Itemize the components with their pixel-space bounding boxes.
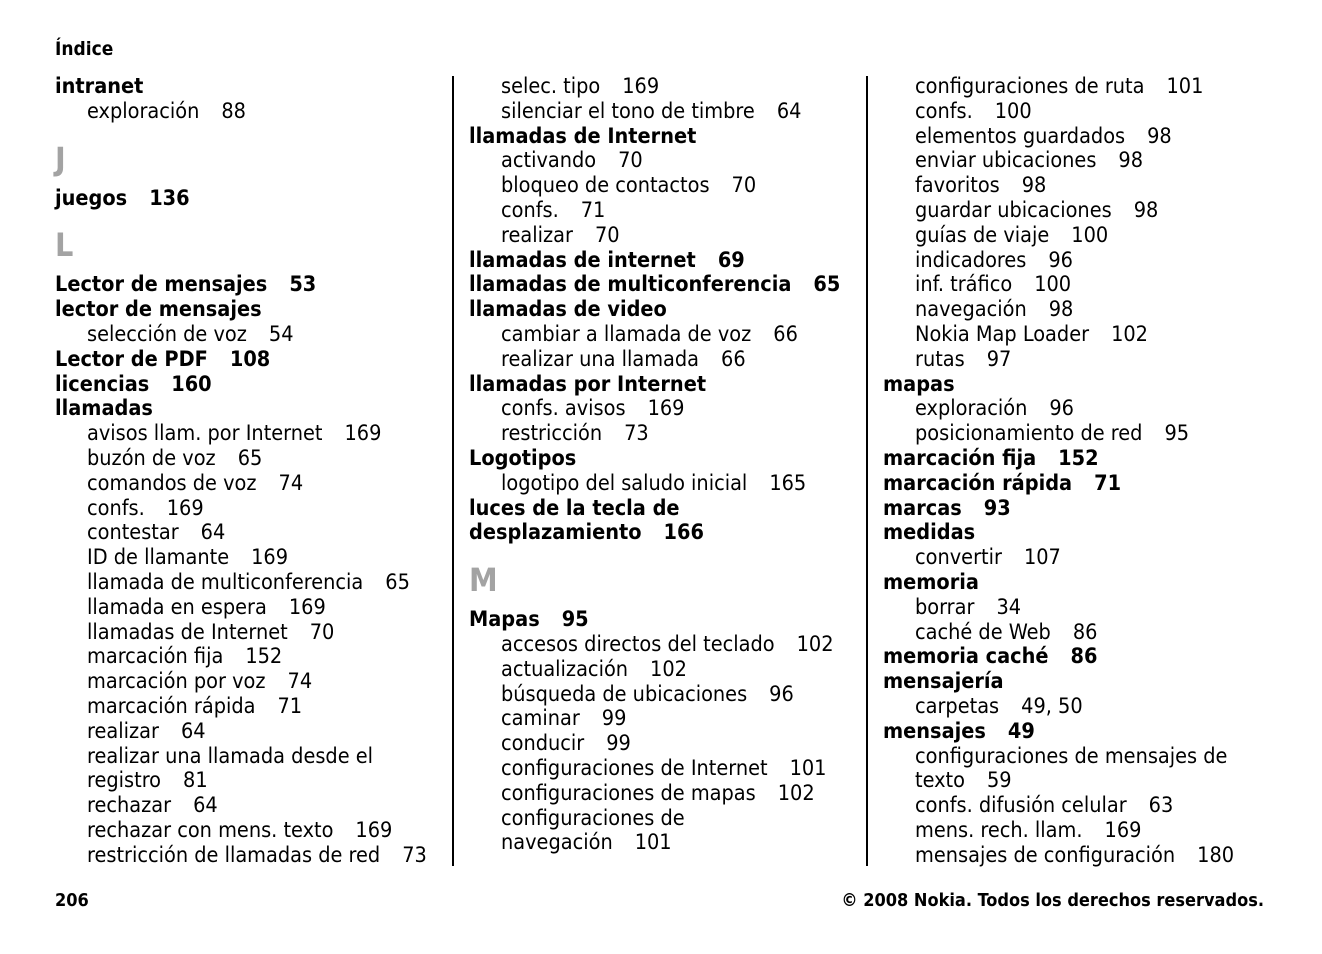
entry-term: borrar <box>915 594 975 620</box>
index-entry <box>55 373 445 398</box>
index-subentry <box>469 683 859 708</box>
index-subentry <box>883 249 1273 274</box>
index-entry <box>55 187 445 212</box>
page-reference: 65 <box>813 272 841 298</box>
index-subentry <box>55 844 445 869</box>
index-subentry <box>55 571 445 596</box>
page-reference: 69 <box>717 247 745 273</box>
page-reference: 70 <box>731 173 757 199</box>
entry-term: guías de viaje <box>915 222 1050 248</box>
entry-term: realizar <box>501 222 573 248</box>
entry-term: mens. rech. llam. <box>915 817 1083 843</box>
index-subentry <box>469 782 859 807</box>
entry-term: exploración <box>87 98 200 124</box>
entry-term: llamadas de Internet <box>87 619 288 645</box>
page-reference: 98 <box>1133 197 1159 223</box>
index-subentry <box>469 149 859 174</box>
entry-term: silenciar el tono de timbre <box>501 98 755 124</box>
column-divider <box>452 76 454 866</box>
entry-term: registro <box>87 768 162 794</box>
entry-term: realizar una llamada desde el <box>87 743 374 769</box>
page-reference: 74 <box>278 470 304 496</box>
index-entry <box>55 273 445 298</box>
index-subentry <box>469 397 859 422</box>
entry-term: configuraciones de ruta <box>915 74 1145 99</box>
entry-term: marcación fija <box>883 445 1037 471</box>
index-subentry <box>469 807 859 832</box>
page-reference: 63 <box>1148 793 1174 819</box>
entry-term: confs. difusión celular <box>915 793 1127 819</box>
page-reference: 66 <box>721 346 746 372</box>
page-reference: 70 <box>309 619 335 645</box>
index-subentry <box>55 447 445 472</box>
index-subentry <box>883 75 1273 100</box>
index-subentry <box>883 769 1273 794</box>
page-reference: 59 <box>986 768 1012 794</box>
page-number: 206 <box>55 890 89 911</box>
entry-term: realizar <box>87 718 159 744</box>
page-reference: 70 <box>618 148 643 174</box>
index-subentry <box>55 819 445 844</box>
entry-term: llamada de multiconferencia <box>87 569 364 595</box>
index-entry <box>883 521 1273 546</box>
entry-term: marcación por voz <box>87 669 266 695</box>
entry-term: desplazamiento <box>469 520 642 546</box>
entry-term: configuraciones de mensajes de <box>915 743 1228 769</box>
index-subentry <box>883 199 1273 224</box>
index-subentry <box>55 670 445 695</box>
column-divider <box>866 76 868 866</box>
index-entry <box>883 447 1273 472</box>
index-entry <box>883 645 1273 670</box>
index-subentry <box>55 323 445 348</box>
index-subentry <box>883 224 1273 249</box>
index-subentry <box>883 621 1273 646</box>
index-column-2 <box>469 75 859 856</box>
entry-term: caminar <box>501 706 580 732</box>
page-reference: 66 <box>773 321 798 347</box>
page-reference: 95 <box>1164 421 1190 447</box>
entry-term: comandos de voz <box>87 470 257 496</box>
index-subentry <box>883 844 1273 869</box>
index-subentry <box>469 732 859 757</box>
entry-term: marcas <box>883 495 962 521</box>
page-reference: 102 <box>796 631 834 657</box>
entry-term: memoria caché <box>883 644 1049 670</box>
index-entry <box>55 348 445 373</box>
entry-term: Mapas <box>469 607 540 633</box>
page-reference: 71 <box>580 197 606 223</box>
entry-term: rutas <box>915 346 965 372</box>
entry-term: Lector de mensajes <box>55 272 268 298</box>
page-reference: 64 <box>200 520 226 546</box>
entry-term: selec. tipo <box>501 74 601 99</box>
entry-term: caché de Web <box>915 619 1051 645</box>
page-reference: 169 <box>647 396 685 422</box>
entry-term: mensajería <box>883 669 1004 695</box>
entry-term: llamada en espera <box>87 594 267 620</box>
entry-term: selección de voz <box>87 321 247 347</box>
page-reference: 101 <box>789 755 827 781</box>
section-letter: M <box>469 561 498 600</box>
page-reference: 65 <box>237 445 263 471</box>
entry-term: avisos llam. por Internet <box>87 421 323 447</box>
entry-term: llamadas de internet <box>469 247 696 273</box>
entry-term: llamadas <box>55 396 153 422</box>
page-reference: 34 <box>996 594 1022 620</box>
index-entry <box>55 298 445 323</box>
page-reference: 169 <box>251 545 289 571</box>
page-reference: 70 <box>594 222 620 248</box>
entry-term: restricción <box>501 421 603 447</box>
index-column-3 <box>883 75 1273 869</box>
index-subentry <box>55 596 445 621</box>
page-reference: 73 <box>402 842 427 868</box>
entry-term: confs. avisos <box>501 396 626 422</box>
index-subentry <box>883 745 1273 770</box>
entry-term: configuraciones de <box>501 805 685 831</box>
index-subentry <box>55 794 445 819</box>
entry-term: rechazar <box>87 793 172 819</box>
page-reference: 64 <box>193 793 218 819</box>
entry-term: mensajes <box>883 718 986 744</box>
index-entry <box>883 472 1273 497</box>
page-reference: 101 <box>634 830 672 856</box>
index-entry <box>469 373 859 398</box>
index-subentry <box>55 720 445 745</box>
entry-term: realizar una llamada <box>501 346 700 372</box>
entry-term: inf. tráfico <box>915 272 1013 298</box>
entry-term: licencias <box>55 371 150 397</box>
entry-term: memoria <box>883 569 979 595</box>
index-entry <box>883 670 1273 695</box>
page-reference: 49, 50 <box>1021 693 1083 719</box>
entry-term: accesos directos del teclado <box>501 631 775 657</box>
page-reference: 73 <box>624 421 649 447</box>
page-reference: 100 <box>1071 222 1109 248</box>
index-subentry <box>469 831 859 856</box>
index-entry <box>469 447 859 472</box>
page-reference: 64 <box>180 718 206 744</box>
index-entry <box>469 608 859 633</box>
page-reference: 64 <box>776 98 802 124</box>
page-reference: 102 <box>650 656 687 682</box>
index-subentry <box>55 769 445 794</box>
entry-term: logotipo del saludo inicial <box>501 470 748 496</box>
entry-term: Nokia Map Loader <box>915 321 1090 347</box>
entry-term: marcación fija <box>87 644 224 670</box>
index-entry <box>469 273 859 298</box>
entry-term: marcación rápida <box>87 693 256 719</box>
index-subentry <box>55 497 445 522</box>
index-entry <box>883 373 1273 398</box>
index-subentry <box>55 546 445 571</box>
page-reference: 166 <box>663 520 704 546</box>
page-reference: 169 <box>622 74 660 99</box>
entry-term: luces de la tecla de <box>469 495 680 521</box>
entry-term: carpetas <box>915 693 1000 719</box>
index-subentry <box>55 745 445 770</box>
entry-term: mapas <box>883 371 955 397</box>
index-subentry <box>883 348 1273 373</box>
page-reference: 98 <box>1118 148 1144 174</box>
index-subentry <box>55 100 445 125</box>
page-reference: 86 <box>1070 644 1098 670</box>
index-subentry <box>883 546 1273 571</box>
page-reference: 101 <box>1166 74 1204 99</box>
entry-term: posicionamiento de red <box>915 421 1143 447</box>
entry-term: marcación rápida <box>883 470 1073 496</box>
page-reference: 98 <box>1021 173 1047 199</box>
entry-term: Lector de PDF <box>55 346 208 372</box>
page-reference: 169 <box>344 421 382 447</box>
page-reference: 86 <box>1072 619 1098 645</box>
index-column-1 <box>55 75 445 869</box>
index-entry <box>469 249 859 274</box>
entry-term: buzón de voz <box>87 445 216 471</box>
entry-term: indicadores <box>915 247 1027 273</box>
index-subentry <box>469 348 859 373</box>
page-reference: 65 <box>385 569 410 595</box>
index-subentry <box>883 397 1273 422</box>
index-entry <box>55 75 445 100</box>
entry-term: llamadas de multiconferencia <box>469 272 792 298</box>
page-reference: 100 <box>994 98 1032 124</box>
entry-term: ID de llamante <box>87 545 230 571</box>
entry-term: navegación <box>915 297 1027 323</box>
entry-term: navegación <box>501 830 613 856</box>
index-subentry <box>469 658 859 683</box>
index-entry <box>883 571 1273 596</box>
entry-term: llamadas por Internet <box>469 371 707 397</box>
page-reference: 169 <box>1104 817 1142 843</box>
entry-term: exploración <box>915 396 1028 422</box>
page-reference: 93 <box>983 495 1011 521</box>
index-subentry <box>469 707 859 732</box>
page-reference: 97 <box>986 346 1012 372</box>
entry-term: activando <box>501 148 597 174</box>
index-subentry <box>883 298 1273 323</box>
page-reference: 53 <box>289 272 317 298</box>
copyright-notice: © 2008 Nokia. Todos los derechos reservados. <box>841 890 1264 911</box>
entry-term: confs. <box>87 495 145 521</box>
index-subentry <box>55 521 445 546</box>
page-reference: 100 <box>1034 272 1072 298</box>
page-reference: 96 <box>769 681 794 707</box>
entry-term: intranet <box>55 74 144 99</box>
page-reference: 81 <box>183 768 208 794</box>
index-subentry <box>883 174 1273 199</box>
index-subentry <box>55 621 445 646</box>
index-subentry <box>883 323 1273 348</box>
entry-term: enviar ubicaciones <box>915 148 1097 174</box>
page-reference: 169 <box>355 817 393 843</box>
entry-term: actualización <box>501 656 629 682</box>
entry-term: búsqueda de ubicaciones <box>501 681 748 707</box>
index-subentry <box>469 323 859 348</box>
entry-term: guardar ubicaciones <box>915 197 1112 223</box>
index-subentry <box>469 422 859 447</box>
entry-term: confs. <box>915 98 973 124</box>
index-subentry <box>55 422 445 447</box>
index-entry <box>883 497 1273 522</box>
entry-term: elementos guardados <box>915 123 1126 149</box>
entry-term: llamadas de video <box>469 297 667 323</box>
entry-term: confs. <box>501 197 559 223</box>
entry-term: convertir <box>915 545 1002 571</box>
entry-term: favoritos <box>915 173 1000 199</box>
page-reference: 136 <box>149 185 190 211</box>
page-reference: 71 <box>1094 470 1122 496</box>
index-subentry <box>883 596 1273 621</box>
section-letter: J <box>55 139 66 178</box>
page-reference: 152 <box>245 644 283 670</box>
index-subentry <box>883 100 1273 125</box>
index-entry <box>469 521 859 546</box>
page-reference: 160 <box>171 371 212 397</box>
index-subentry <box>469 199 859 224</box>
page-reference: 107 <box>1023 545 1061 571</box>
page-reference: 102 <box>1111 321 1148 347</box>
index-subentry <box>883 422 1273 447</box>
entry-term: texto <box>915 768 965 794</box>
index-entry <box>469 125 859 150</box>
index-entry <box>469 298 859 323</box>
page-reference: 98 <box>1048 297 1074 323</box>
entry-term: llamadas de Internet <box>469 123 697 149</box>
page-reference: 102 <box>777 780 815 806</box>
page-reference: 108 <box>229 346 271 372</box>
index-subentry <box>883 819 1273 844</box>
index-subentry <box>883 794 1273 819</box>
section-letter: L <box>55 226 74 265</box>
page-reference: 54 <box>268 321 294 347</box>
index-subentry <box>55 645 445 670</box>
page-header: Índice <box>55 38 114 60</box>
entry-term: lector de mensajes <box>55 297 262 323</box>
page-reference: 96 <box>1049 396 1074 422</box>
index-subentry <box>883 149 1273 174</box>
entry-term: restricción de llamadas de red <box>87 842 381 868</box>
index-entry <box>883 720 1273 745</box>
index-subentry <box>469 75 859 100</box>
index-subentry <box>469 757 859 782</box>
index-subentry <box>55 695 445 720</box>
entry-term: cambiar a llamada de voz <box>501 321 752 347</box>
index-subentry <box>469 633 859 658</box>
page-reference: 99 <box>601 706 627 732</box>
page-reference: 74 <box>287 669 313 695</box>
page-reference: 169 <box>288 594 326 620</box>
entry-term: Logotipos <box>469 445 577 471</box>
entry-term: medidas <box>883 520 976 546</box>
page-reference: 71 <box>277 693 303 719</box>
entry-term: bloqueo de contactos <box>501 173 710 199</box>
index-subentry <box>469 472 859 497</box>
index-subentry <box>469 100 859 125</box>
entry-term: contestar <box>87 520 179 546</box>
page-reference: 96 <box>1048 247 1073 273</box>
page-reference: 169 <box>166 495 204 521</box>
page-reference: 98 <box>1147 123 1172 149</box>
entry-term: configuraciones de Internet <box>501 755 768 781</box>
entry-term: juegos <box>55 185 128 211</box>
index-subentry <box>469 174 859 199</box>
index-entry <box>55 397 445 422</box>
page-reference: 180 <box>1197 842 1235 868</box>
entry-term: conducir <box>501 731 585 757</box>
index-subentry <box>883 273 1273 298</box>
index-subentry <box>883 695 1273 720</box>
page-reference: 165 <box>769 470 807 496</box>
entry-term: configuraciones de mapas <box>501 780 756 806</box>
page-reference: 88 <box>221 98 246 124</box>
page-reference: 152 <box>1058 445 1099 471</box>
entry-term: mensajes de configuración <box>915 842 1176 868</box>
index-subentry <box>469 224 859 249</box>
index-entry <box>469 497 859 522</box>
entry-term: rechazar con mens. texto <box>87 817 334 843</box>
page-reference: 95 <box>561 607 589 633</box>
index-subentry <box>883 125 1273 150</box>
index-subentry <box>55 472 445 497</box>
page-reference: 99 <box>606 731 631 757</box>
page-reference: 49 <box>1007 718 1035 744</box>
